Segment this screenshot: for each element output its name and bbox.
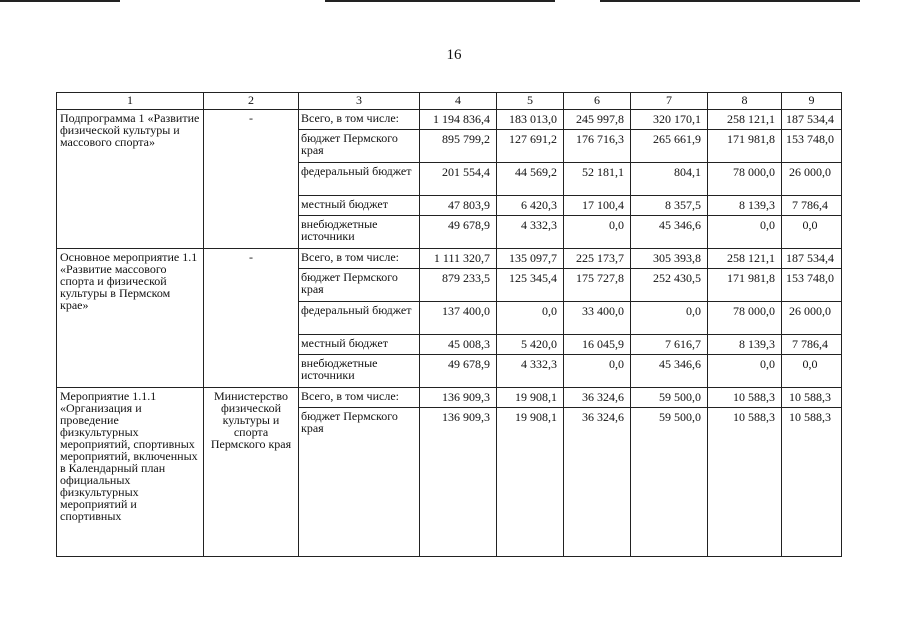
scan-edge-line-center	[325, 0, 555, 2]
amount-cell: 0,0	[708, 355, 782, 388]
amount-cell: 1 194 836,4	[420, 110, 497, 130]
table-row	[57, 388, 842, 408]
funding-source-cell: бюджет Пермского края	[299, 269, 420, 302]
program-name-cell: Подпрограмма 1 «Развитие физической культуры и массового спорта»	[57, 110, 204, 249]
amount-cell: 45 346,6	[631, 355, 708, 388]
amount-cell: 137 400,0	[420, 302, 497, 335]
budget-table	[56, 92, 842, 557]
amount-cell: 33 400,0	[564, 302, 631, 335]
amount-cell: 0,0	[631, 302, 708, 335]
amount-cell: 19 908,1	[497, 408, 564, 557]
amount-cell: 10 588,3	[782, 408, 842, 557]
amount-cell: 8 139,3	[708, 196, 782, 216]
scan-edge-line-left	[0, 0, 120, 2]
funding-source-cell: Всего, в том числе:	[299, 388, 420, 408]
amount-cell: 49 678,9	[420, 216, 497, 249]
column-header: 4	[420, 93, 497, 110]
amount-cell: 10 588,3	[708, 408, 782, 557]
page-bottom-margin	[0, 620, 908, 640]
amount-cell: 26 000,0	[782, 302, 842, 335]
amount-cell: 258 121,1	[708, 110, 782, 130]
scan-edge-line-right	[600, 0, 860, 2]
amount-cell: 59 500,0	[631, 408, 708, 557]
funding-source-cell: бюджет Пермского края	[299, 130, 420, 163]
column-header: 5	[497, 93, 564, 110]
amount-cell: 0,0	[497, 302, 564, 335]
executor-cell: Министерство физической культуры и спорта Пермского края	[204, 388, 299, 557]
executor-cell: -	[204, 110, 299, 249]
amount-cell: 4 332,3	[497, 216, 564, 249]
amount-cell: 175 727,8	[564, 269, 631, 302]
amount-cell: 320 170,1	[631, 110, 708, 130]
amount-cell: 258 121,1	[708, 249, 782, 269]
amount-cell: 245 997,8	[564, 110, 631, 130]
funding-source-cell: бюджет Пермского края	[299, 408, 420, 557]
funding-source-cell: местный бюджет	[299, 335, 420, 355]
program-name-cell: Основное мероприятие 1.1 «Развитие массового спорта и физической культуры в Пермском крае»	[57, 249, 204, 388]
amount-cell: 10 588,3	[782, 388, 842, 408]
amount-cell: 4 332,3	[497, 355, 564, 388]
funding-source-cell: внебюджетные источники	[299, 216, 420, 249]
amount-cell: 78 000,0	[708, 302, 782, 335]
amount-cell: 7 616,7	[631, 335, 708, 355]
amount-cell: 125 345,4	[497, 269, 564, 302]
amount-cell: 0,0	[708, 216, 782, 249]
amount-cell: 59 500,0	[631, 388, 708, 408]
amount-cell: 153 748,0	[782, 130, 842, 163]
amount-cell: 26 000,0	[782, 163, 842, 196]
table-body	[57, 110, 842, 557]
amount-cell: 78 000,0	[708, 163, 782, 196]
funding-source-cell: Всего, в том числе:	[299, 110, 420, 130]
amount-cell: 17 100,4	[564, 196, 631, 216]
table-row	[57, 110, 842, 130]
amount-cell: 201 554,4	[420, 163, 497, 196]
amount-cell: 187 534,4	[782, 249, 842, 269]
amount-cell: 135 097,7	[497, 249, 564, 269]
amount-cell: 19 908,1	[497, 388, 564, 408]
program-name-cell: Мероприятие 1.1.1 «Организация и проведение физкультурных мероприятий, спортивных мероприятий, включенных в Календарный план официальных физкультурных мероприятий и спортивных	[57, 388, 204, 557]
amount-cell: 0,0	[564, 216, 631, 249]
amount-cell: 0,0	[782, 216, 842, 249]
funding-source-cell: внебюджетные источники	[299, 355, 420, 388]
amount-cell: 225 173,7	[564, 249, 631, 269]
column-header: 7	[631, 93, 708, 110]
amount-cell: 187 534,4	[782, 110, 842, 130]
amount-cell: 5 420,0	[497, 335, 564, 355]
amount-cell: 0,0	[564, 355, 631, 388]
column-header: 1	[57, 93, 204, 110]
funding-source-cell: федеральный бюджет	[299, 163, 420, 196]
amount-cell: 171 981,8	[708, 130, 782, 163]
funding-source-cell: Всего, в том числе:	[299, 249, 420, 269]
amount-cell: 49 678,9	[420, 355, 497, 388]
table-row	[57, 249, 842, 269]
budget-table-container	[56, 92, 842, 557]
funding-source-cell: местный бюджет	[299, 196, 420, 216]
amount-cell: 47 803,9	[420, 196, 497, 216]
amount-cell: 45 346,6	[631, 216, 708, 249]
funding-source-cell: федеральный бюджет	[299, 302, 420, 335]
column-header: 6	[564, 93, 631, 110]
amount-cell: 7 786,4	[782, 335, 842, 355]
amount-cell: 8 357,5	[631, 196, 708, 216]
amount-cell: 183 013,0	[497, 110, 564, 130]
amount-cell: 36 324,6	[564, 388, 631, 408]
amount-cell: 153 748,0	[782, 269, 842, 302]
amount-cell: 895 799,2	[420, 130, 497, 163]
amount-cell: 7 786,4	[782, 196, 842, 216]
amount-cell: 804,1	[631, 163, 708, 196]
amount-cell: 10 588,3	[708, 388, 782, 408]
amount-cell: 16 045,9	[564, 335, 631, 355]
amount-cell: 176 716,3	[564, 130, 631, 163]
amount-cell: 136 909,3	[420, 388, 497, 408]
column-header: 9	[782, 93, 842, 110]
column-header: 8	[708, 93, 782, 110]
amount-cell: 44 569,2	[497, 163, 564, 196]
amount-cell: 879 233,5	[420, 269, 497, 302]
amount-cell: 265 661,9	[631, 130, 708, 163]
amount-cell: 52 181,1	[564, 163, 631, 196]
amount-cell: 252 430,5	[631, 269, 708, 302]
amount-cell: 0,0	[782, 355, 842, 388]
amount-cell: 36 324,6	[564, 408, 631, 557]
page-number: 16	[446, 47, 462, 63]
amount-cell: 136 909,3	[420, 408, 497, 557]
column-header: 3	[299, 93, 420, 110]
column-header: 2	[204, 93, 299, 110]
amount-cell: 305 393,8	[631, 249, 708, 269]
amount-cell: 45 008,3	[420, 335, 497, 355]
amount-cell: 8 139,3	[708, 335, 782, 355]
amount-cell: 171 981,8	[708, 269, 782, 302]
header-row	[57, 93, 842, 110]
amount-cell: 6 420,3	[497, 196, 564, 216]
executor-cell: -	[204, 249, 299, 388]
amount-cell: 127 691,2	[497, 130, 564, 163]
amount-cell: 1 111 320,7	[420, 249, 497, 269]
